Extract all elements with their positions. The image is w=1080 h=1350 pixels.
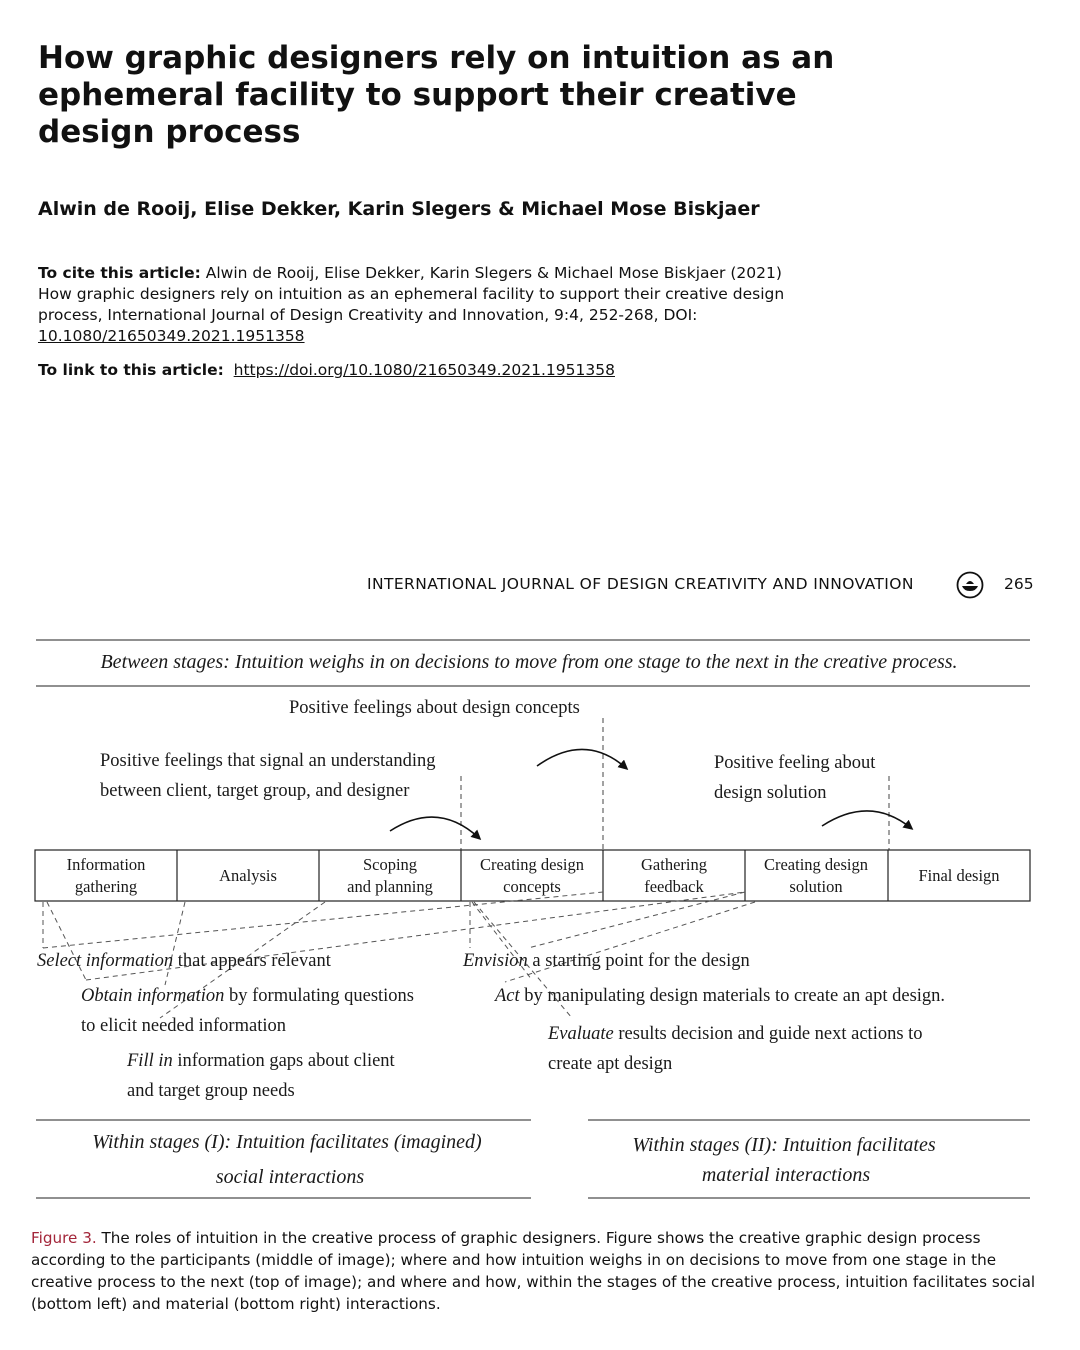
stage-4-line2: concepts xyxy=(503,877,561,896)
social-obtain: Obtain information by formulating questions xyxy=(81,986,414,1006)
paper-title: How graphic designers rely on intuition as an ephemeral facility to support their creative design process xyxy=(38,40,835,150)
stage-4-line1: Creating design xyxy=(479,855,585,874)
social-fill-2: and target group needs xyxy=(127,1081,295,1101)
stage-1-line2: gathering xyxy=(74,877,138,896)
journal-logo-icon xyxy=(955,570,985,600)
stage-6-line1: Creating design xyxy=(763,855,869,874)
journal-running-head: INTERNATIONAL JOURNAL OF DESIGN CREATIVITY AND INNOVATION xyxy=(367,575,914,593)
stage-6-line2: solution xyxy=(789,877,843,896)
label-understanding-2: between client, target group, and designer xyxy=(100,781,410,801)
article-doi-link[interactable]: https://doi.org/10.1080/21650349.2021.1951358 xyxy=(233,361,615,379)
label-understanding-1: Positive feelings that signal an understanding xyxy=(100,751,436,771)
material-act: Act by manipulating design materials to create an apt design. xyxy=(495,986,946,1006)
intuition-process-figure xyxy=(0,630,1080,1210)
label-positive-concepts: Positive feelings about design concepts xyxy=(289,698,580,718)
material-envision: Envision a starting point for the design xyxy=(463,951,750,971)
social-fill: Fill in information gaps about client xyxy=(127,1051,395,1071)
transition-arrow-solution-to-final xyxy=(822,811,911,828)
between-stages-heading: Between stages: Intuition weighs in on decisions to move from one stage to the next in the creative process. xyxy=(100,651,958,673)
within-stages-2-line1: Within stages (II): Intuition facilitates xyxy=(632,1134,936,1156)
label-solution-1: Positive feeling about xyxy=(714,753,876,773)
cite-doi-link[interactable]: 10.1080/21650349.2021.1951358 xyxy=(38,327,305,345)
figure-caption-text: The roles of intuition in the creative process of graphic designers. Figure shows the creative graphic design process according to the participants (middle of image); where and how intuition weighs in on decisions to move from one stage in the creative process to the next (top of image); and where and how, within the stages of the creative process, intuition facilitates social (bottom left) and material (bottom right) interactions. xyxy=(31,1229,1036,1313)
link-label: To link to this article: xyxy=(38,361,224,379)
figure-label: Figure 3. xyxy=(31,1229,97,1247)
social-obtain-2: to elicit needed information xyxy=(81,1016,286,1036)
author-list: Alwin de Rooij, Elise Dekker, Karin Slegers & Michael Mose Biskjaer xyxy=(38,198,760,220)
within-stages-1-line2: social interactions xyxy=(215,1166,365,1188)
transition-arrow-concepts-to-feedback xyxy=(537,749,626,768)
within-stages-1-line1: Within stages (I): Intuition facilitates (imagined) xyxy=(92,1131,482,1153)
page-number: 265 xyxy=(1004,575,1034,593)
stage-2-label: Analysis xyxy=(219,866,277,885)
stage-7-label: Final design xyxy=(918,866,1000,885)
stage-3-line1: Scoping xyxy=(362,855,418,874)
social-select: Select information that appears relevant xyxy=(37,951,331,971)
stage-5-line2: feedback xyxy=(644,877,704,896)
stage-1-line1: Information xyxy=(66,855,146,874)
transition-arrow-scoping-to-concepts xyxy=(390,817,479,838)
stage-3-line2: and planning xyxy=(347,877,433,896)
cite-label: To cite this article: xyxy=(38,264,201,282)
material-evaluate: Evaluate results decision and guide next actions to xyxy=(548,1024,923,1044)
stage-5-line1: Gathering xyxy=(641,855,707,874)
article-link-line xyxy=(38,361,615,379)
material-evaluate-2: create apt design xyxy=(548,1054,673,1074)
figure-caption xyxy=(31,1227,1041,1315)
citation-block xyxy=(38,263,808,347)
within-stages-2-line2: material interactions xyxy=(701,1164,871,1186)
label-solution-2: design solution xyxy=(714,783,827,803)
cite-text: Alwin de Rooij, Elise Dekker, Karin Slegers & Michael Mose Biskjaer (2021) How graphic designers rely on intuition as an ephemeral facility to support their creative design process, International Journal of Design Creativity and Innovation, 9:4, 252-268, DOI: xyxy=(38,264,785,324)
